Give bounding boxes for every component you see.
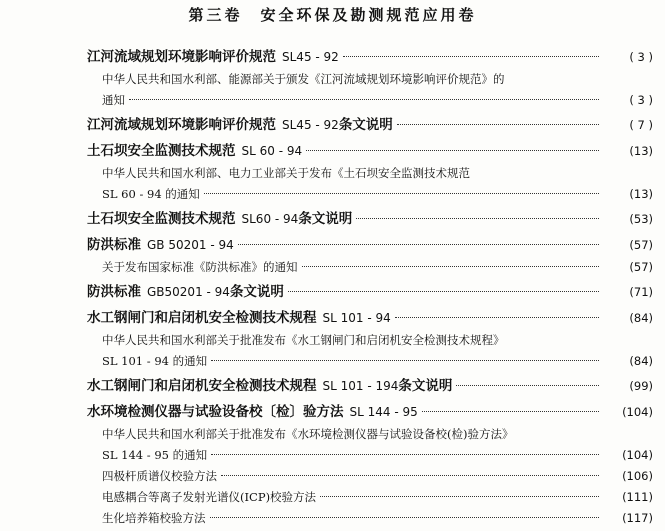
toc-page-number: (117) xyxy=(622,511,653,525)
toc-entry[interactable] xyxy=(0,426,665,447)
toc-page-number: (111) xyxy=(622,490,653,504)
toc-entry-code: SL 60 - 94 xyxy=(241,144,303,158)
dot-leader xyxy=(320,496,599,497)
toc-list xyxy=(0,45,665,531)
toc-entry-title: 水工钢闸门和启闭机安全检测技术规程 xyxy=(87,310,317,326)
toc-page-number: (99) xyxy=(629,379,653,393)
toc-entry-title: 四极杆质谱仪校验方法 xyxy=(102,469,217,483)
dot-leader xyxy=(356,218,599,219)
toc-entry[interactable] xyxy=(0,400,665,426)
toc-entry[interactable] xyxy=(0,45,665,71)
dot-leader xyxy=(211,360,599,361)
toc-entry-title: 关于发布国家标准《防洪标准》的通知 xyxy=(102,260,298,274)
toc-page-number: (84) xyxy=(629,354,653,368)
dot-leader xyxy=(306,150,599,151)
dot-leader xyxy=(210,517,600,518)
toc-entry[interactable] xyxy=(0,468,665,489)
toc-entry-code: SL45 - 92 xyxy=(282,50,339,64)
toc-entry[interactable] xyxy=(0,92,665,113)
dot-leader xyxy=(129,99,599,100)
toc-entry-code: GB50201 - 94 xyxy=(147,285,230,299)
toc-entry-title: 生化培养箱校验方法 xyxy=(102,511,206,525)
toc-entry-title: 中华人民共和国水利部、能源部关于颁发《江河流域规划环境影响评价规范》的 xyxy=(102,72,505,86)
toc-entry-suffix: 条文说明 xyxy=(298,211,353,227)
dot-leader xyxy=(422,411,599,412)
dot-leader xyxy=(343,56,599,57)
toc-entry-title: 水环境检测仪器与试验设备校〔检〕验方法 xyxy=(87,404,344,420)
toc-entry-code: SL 144 - 95 xyxy=(349,405,418,419)
toc-page-number: ( 3 ) xyxy=(629,93,653,107)
toc-entry-suffix: 条文说明 xyxy=(229,284,284,300)
toc-entry[interactable] xyxy=(0,510,665,531)
toc-entry[interactable] xyxy=(0,306,665,332)
toc-entry[interactable] xyxy=(0,113,665,139)
toc-entry-code: SL 101 - 194 xyxy=(322,379,399,393)
toc-page-number: ( 7 ) xyxy=(629,118,653,132)
dot-leader xyxy=(204,193,599,194)
toc-page-number: (104) xyxy=(622,448,653,462)
toc-page-number: (13) xyxy=(629,144,653,158)
toc-page-number: (104) xyxy=(622,405,653,419)
toc-entry-title: 防洪标准 xyxy=(87,237,141,253)
toc-entry-title: 中华人民共和国水利部、电力工业部关于发布《土石坝安全监测技术规范 xyxy=(102,166,470,180)
dot-leader xyxy=(302,266,600,267)
toc-entry[interactable] xyxy=(0,353,665,374)
dot-leader xyxy=(395,317,599,318)
dot-leader xyxy=(211,454,599,455)
toc-entry[interactable] xyxy=(0,139,665,165)
toc-page-number: (57) xyxy=(629,238,653,252)
toc-entry-code: SL45 - 92 xyxy=(282,118,339,132)
toc-entry[interactable] xyxy=(0,447,665,468)
toc-entry-code: SL60 - 94 xyxy=(241,212,299,226)
page-title: 第三卷 安全环保及勘测规范应用卷 xyxy=(188,6,477,24)
dot-leader xyxy=(288,291,599,292)
toc-entry-title: SL 144 - 95 的通知 xyxy=(102,448,208,462)
toc-entry-suffix: 条文说明 xyxy=(398,378,453,394)
toc-entry-title: 土石坝安全监测技术规范 xyxy=(87,211,236,227)
toc-page-number: (53) xyxy=(629,212,653,226)
toc-entry-title: 土石坝安全监测技术规范 xyxy=(87,143,236,159)
toc-entry[interactable] xyxy=(0,71,665,92)
toc-entry[interactable] xyxy=(0,374,665,400)
toc-page-number: (57) xyxy=(629,260,653,274)
toc-entry-title: 中华人民共和国水利部关于批准发布《水环境检测仪器与试验设备校(检)验方法》 xyxy=(102,427,514,441)
toc-entry-code: SL 101 - 94 xyxy=(322,311,391,325)
toc-entry-title: 电感耦合等离子发射光谱仪(ICP)校验方法 xyxy=(102,490,317,504)
toc-page-number: (13) xyxy=(629,187,653,201)
toc-entry-code: GB 50201 - 94 xyxy=(147,238,234,252)
toc-entry-suffix: 条文说明 xyxy=(338,117,393,133)
toc-entry[interactable] xyxy=(0,280,665,306)
toc-entry-title: SL 101 - 94 的通知 xyxy=(102,354,208,368)
toc-entry-title: 通知 xyxy=(102,93,125,107)
toc-entry-title: SL 60 - 94 的通知 xyxy=(102,187,200,201)
toc-entry[interactable] xyxy=(0,233,665,259)
toc-entry-title: 防洪标准 xyxy=(87,284,141,300)
toc-entry-title: 江河流域规划环境影响评价规范 xyxy=(87,49,276,65)
toc-entry[interactable] xyxy=(0,259,665,280)
dot-leader xyxy=(238,244,599,245)
toc-page-number: ( 3 ) xyxy=(629,50,653,64)
toc-entry[interactable] xyxy=(0,332,665,353)
dot-leader xyxy=(397,124,599,125)
dot-leader xyxy=(221,475,599,476)
toc-page-number: (106) xyxy=(622,469,653,483)
toc-page-number: (71) xyxy=(629,285,653,299)
toc-entry-title: 江河流域规划环境影响评价规范 xyxy=(87,117,276,133)
toc-entry[interactable] xyxy=(0,165,665,186)
toc-page-number: (84) xyxy=(629,311,653,325)
toc-entry-title: 中华人民共和国水利部关于批准发布《水工钢闸门和启闭机安全检测技术规程》 xyxy=(102,333,505,347)
toc-entry[interactable] xyxy=(0,186,665,207)
toc-entry-title: 水工钢闸门和启闭机安全检测技术规程 xyxy=(87,378,317,394)
toc-entry[interactable] xyxy=(0,207,665,233)
dot-leader xyxy=(456,385,599,386)
